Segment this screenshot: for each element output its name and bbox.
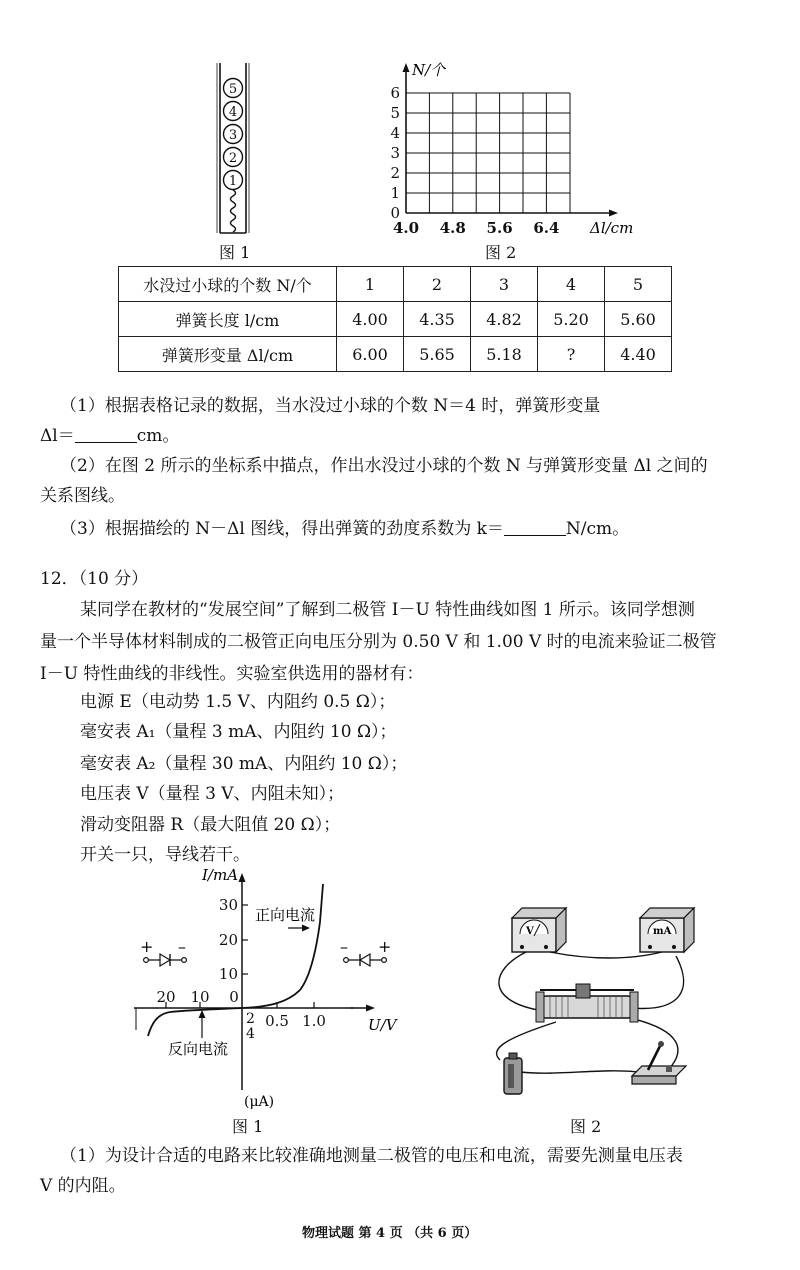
q12-header: 12．（10 分） bbox=[40, 569, 149, 589]
ball-label: 3 bbox=[228, 128, 238, 143]
x-axis-label: U/V bbox=[368, 1016, 397, 1034]
apparatus-figure bbox=[480, 900, 710, 1112]
q11-part1-prefix: Δl＝ bbox=[40, 426, 75, 446]
x-tick-label: 6.4 bbox=[533, 219, 560, 237]
y-tick-label: 0 bbox=[390, 204, 400, 222]
pos-x-tick-label: 1.0 bbox=[302, 1012, 326, 1030]
q11-part1-line1: （1）根据表格记录的数据，当水没过小球的个数 N＝4 时，弹簧形变量 bbox=[60, 396, 601, 416]
data-table bbox=[118, 266, 672, 372]
reverse-current-curve bbox=[148, 1008, 242, 1036]
ball-label: 1 bbox=[228, 174, 238, 189]
figure-2-caption: 图 2 bbox=[485, 243, 517, 262]
table-cell: 4.35 bbox=[404, 302, 471, 337]
neg-y-tick-label: 2 bbox=[246, 1011, 255, 1027]
table-header-cell: 弹簧形变量 Δl/cm bbox=[119, 337, 337, 372]
equipment-item: 滑动变阻器 R（最大阻值 20 Ω）； bbox=[80, 815, 341, 835]
forward-diode-icon bbox=[340, 937, 391, 966]
table-row bbox=[119, 267, 672, 302]
equipment-item: 电源 E（电动势 1.5 V、内阻约 0.5 Ω）； bbox=[80, 692, 396, 712]
y-tick-label: 2 bbox=[390, 164, 400, 182]
milliammeter-icon bbox=[640, 908, 694, 952]
table-cell: 3 bbox=[471, 267, 538, 302]
y-tick-label: 3 bbox=[390, 144, 400, 162]
q12-part1-line1: （1）为设计合适的电路来比较准确地测量二极管的电压和电流，需要先测量电压表 bbox=[60, 1146, 683, 1166]
q11-part1-suffix: cm。 bbox=[136, 426, 180, 446]
reverse-diode-icon bbox=[140, 937, 186, 966]
q11-part2-line1: （2）在图 2 所示的坐标系中描点，作出水没过小球的个数 N 与弹簧形变量 Δl 之间的 bbox=[60, 456, 708, 476]
pos-x-tick-label: 0.5 bbox=[265, 1012, 289, 1030]
table-cell: 4.00 bbox=[337, 302, 404, 337]
page-footer: 物理试题 第 4 页 （共 6 页） bbox=[302, 1226, 478, 1241]
table-header-cell: 弹簧长度 l/cm bbox=[119, 302, 337, 337]
x-axis-label: Δl/cm bbox=[590, 219, 634, 237]
iu-characteristic-graph bbox=[120, 862, 420, 1114]
answer-blank[interactable] bbox=[75, 424, 137, 443]
y-tick-label: 5 bbox=[390, 104, 400, 122]
figure-1-caption: 图 1 bbox=[219, 243, 251, 262]
x-tick-label: 4.0 bbox=[392, 219, 420, 237]
ammeter-label: mA bbox=[653, 926, 672, 937]
table-row bbox=[119, 337, 672, 372]
y-tick-label: 1 bbox=[390, 184, 400, 202]
minus-sign: – bbox=[340, 937, 348, 956]
forward-current-label: 正向电流 bbox=[255, 906, 316, 924]
equipment-item: 电压表 V（量程 3 V、内阻未知）； bbox=[80, 784, 345, 804]
y-axis-label: N/个 bbox=[412, 61, 446, 79]
ball-label: 4 bbox=[228, 105, 238, 120]
table-cell: 2 bbox=[404, 267, 471, 302]
voltmeter-label: V bbox=[526, 926, 534, 937]
table-cell: 5.65 bbox=[404, 337, 471, 372]
rheostat-icon bbox=[536, 984, 638, 1022]
table-cell: 5.18 bbox=[471, 337, 538, 372]
x-tick-label: 5.6 bbox=[486, 219, 513, 237]
table-row bbox=[119, 302, 672, 337]
table-cell: ? bbox=[538, 337, 605, 372]
q12-intro-line: 某同学在教材的“发展空间”了解到二极管 I－U 特性曲线如图 1 所示。该同学想测 bbox=[80, 600, 695, 620]
neg-x-tick-label: 10 bbox=[190, 988, 210, 1006]
neg-x-tick-label: 20 bbox=[156, 988, 176, 1006]
voltmeter-icon bbox=[512, 908, 566, 952]
forward-current-curve bbox=[242, 884, 323, 1008]
ball-label: 5 bbox=[228, 82, 238, 97]
table-cell: 4.40 bbox=[605, 337, 672, 372]
q12-part1-line2: V 的内阻。 bbox=[40, 1176, 126, 1196]
y-tick-label: 10 bbox=[218, 965, 238, 983]
plus-sign: + bbox=[140, 937, 154, 956]
x-tick-label: 4.8 bbox=[439, 219, 466, 237]
figure-1-spring-tube bbox=[200, 55, 270, 245]
y-tick-label: 4 bbox=[390, 124, 400, 142]
neg-y-tick-label: 4 bbox=[246, 1026, 255, 1042]
equipment-item: 开关一只，导线若干。 bbox=[80, 845, 250, 865]
plus-sign: + bbox=[378, 937, 392, 956]
y-tick-label: 20 bbox=[218, 931, 238, 949]
micro-amp-label: (μA) bbox=[244, 1094, 275, 1110]
table-header-cell: 水没过小球的个数 N/个 bbox=[119, 267, 337, 302]
battery-icon bbox=[504, 1053, 522, 1094]
q12-intro-line: I－U 特性曲线的非线性。实验室供选用的器材有： bbox=[40, 664, 424, 684]
y-tick-label: 6 bbox=[390, 84, 400, 102]
spring-coil bbox=[231, 190, 236, 232]
iu-graph-caption: 图 1 bbox=[232, 1117, 264, 1136]
q12-intro-line: 量一个半导体材料制成的二极管正向电压分别为 0.50 V 和 1.00 V 时的电流来验证二极管 bbox=[40, 632, 717, 652]
table-cell: 5.20 bbox=[538, 302, 605, 337]
q11-part1-line2 bbox=[40, 422, 179, 450]
table-cell: 4 bbox=[538, 267, 605, 302]
minus-sign: – bbox=[178, 937, 186, 956]
q11-part3-suffix: N/cm。 bbox=[565, 519, 630, 539]
table-cell: 6.00 bbox=[337, 337, 404, 372]
ball-label: 2 bbox=[228, 151, 238, 166]
neg-x-tick-label: 0 bbox=[229, 988, 239, 1006]
table-cell: 4.82 bbox=[471, 302, 538, 337]
q11-part2-line2: 关系图线。 bbox=[40, 486, 125, 506]
equipment-item: 毫安表 A₁（量程 3 mA、内阻约 10 Ω）； bbox=[80, 722, 397, 742]
answer-blank[interactable] bbox=[504, 517, 566, 536]
y-tick-label: 30 bbox=[218, 896, 238, 914]
apparatus-caption: 图 2 bbox=[570, 1117, 602, 1136]
reverse-current-label: 反向电流 bbox=[168, 1040, 229, 1058]
figure-2-grid-chart bbox=[380, 55, 650, 240]
table-cell: 5.60 bbox=[605, 302, 672, 337]
table-cell: 5 bbox=[605, 267, 672, 302]
equipment-item: 毫安表 A₂（量程 30 mA、内阻约 10 Ω）； bbox=[80, 754, 408, 774]
table-cell: 1 bbox=[337, 267, 404, 302]
q11-part3 bbox=[60, 515, 629, 543]
y-axis-label: I/mA bbox=[202, 866, 239, 884]
q11-part3-prefix: （3）根据描绘的 N－Δl 图线，得出弹簧的劲度系数为 k＝ bbox=[60, 519, 504, 539]
